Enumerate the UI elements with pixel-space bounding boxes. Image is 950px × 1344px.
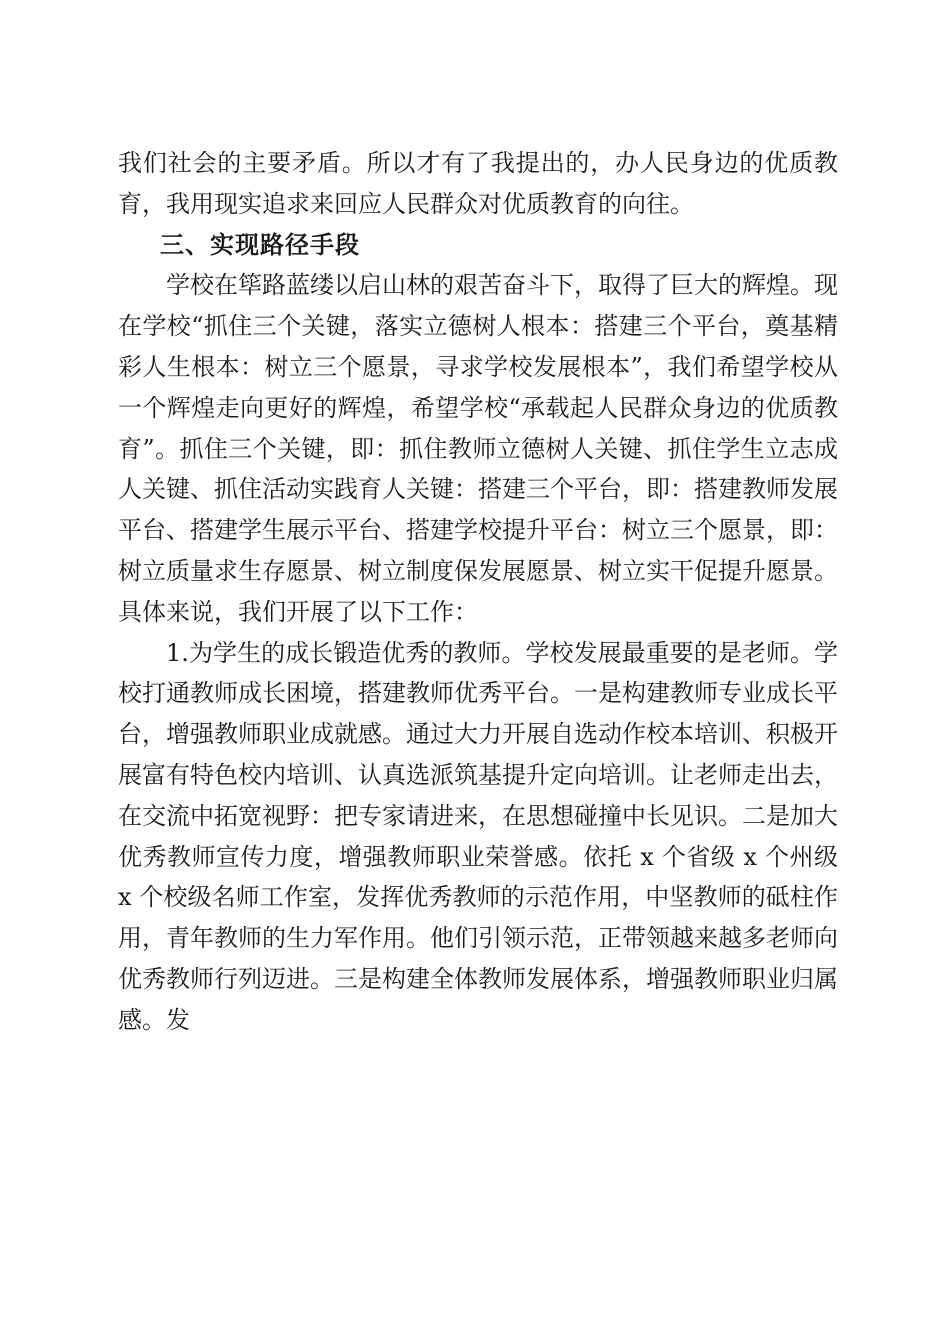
paragraph-implementation: 学校在筚路蓝缕以启山林的艰苦奋斗下，取得了巨大的辉煌。现在学校“抓住三个关键，落实立德树人根本：搭建三个平台，奠基精彩人生根本：树立三个愿景，寻求学校发展根本”，我们希望学校从一个辉煌走向更好的辉煌，希望学校“承载起人民群众身边的优质教育”。抓住三个关键，即：抓住教师立德树人关键、抓住学生立志成人关键、抓住活动实践育人关键：搭建三个平台，即：搭建教师发展平台、搭建学生展示平台、搭建学校提升平台：树立三个愿景，即：树立质量求生存愿景、树立制度保发展愿景、树立实干促提升愿景。具体来说，我们开展了以下工作： [118, 271, 838, 626]
section-heading: 三、实现路径手段 [160, 230, 360, 259]
paragraph-continuation: 我们社会的主要矛盾。所以才有了我提出的，办人民身边的优质教育，我用现实追求来回应人民群众对优质教育的向往。 [118, 149, 838, 218]
list-item-text: 为学生的成长锻造优秀的教师。学校发展最重要的是老师。学校打通教师成长困境，搭建教师优秀平台。一是构建教师专业成长平台，增强教师职业成就感。通过大力开展自选动作校本培训、积极开展富有特色校内培训、认真选派筑基提升定向培训。让老师走出去，在交流中拓宽视野：把专家请进来，在思想碰撞中长见识。二是加大优秀教师宣传力度，增强教师职业荣誉感。依托 x 个省级 x 个州级 x 个校级名师工作室，发挥优秀教师的示范作用，中坚教师的砥柱作用，青年教师的生力军作用。他们引领示范，正带领越来越多老师向优秀教师行列迈进。三是构建全体教师发展体系，增强教师职业归属感。发 [118, 638, 838, 1034]
document-body [118, 143, 838, 1041]
list-item-number: 1. [166, 638, 189, 667]
list-item-1 [118, 633, 838, 1041]
